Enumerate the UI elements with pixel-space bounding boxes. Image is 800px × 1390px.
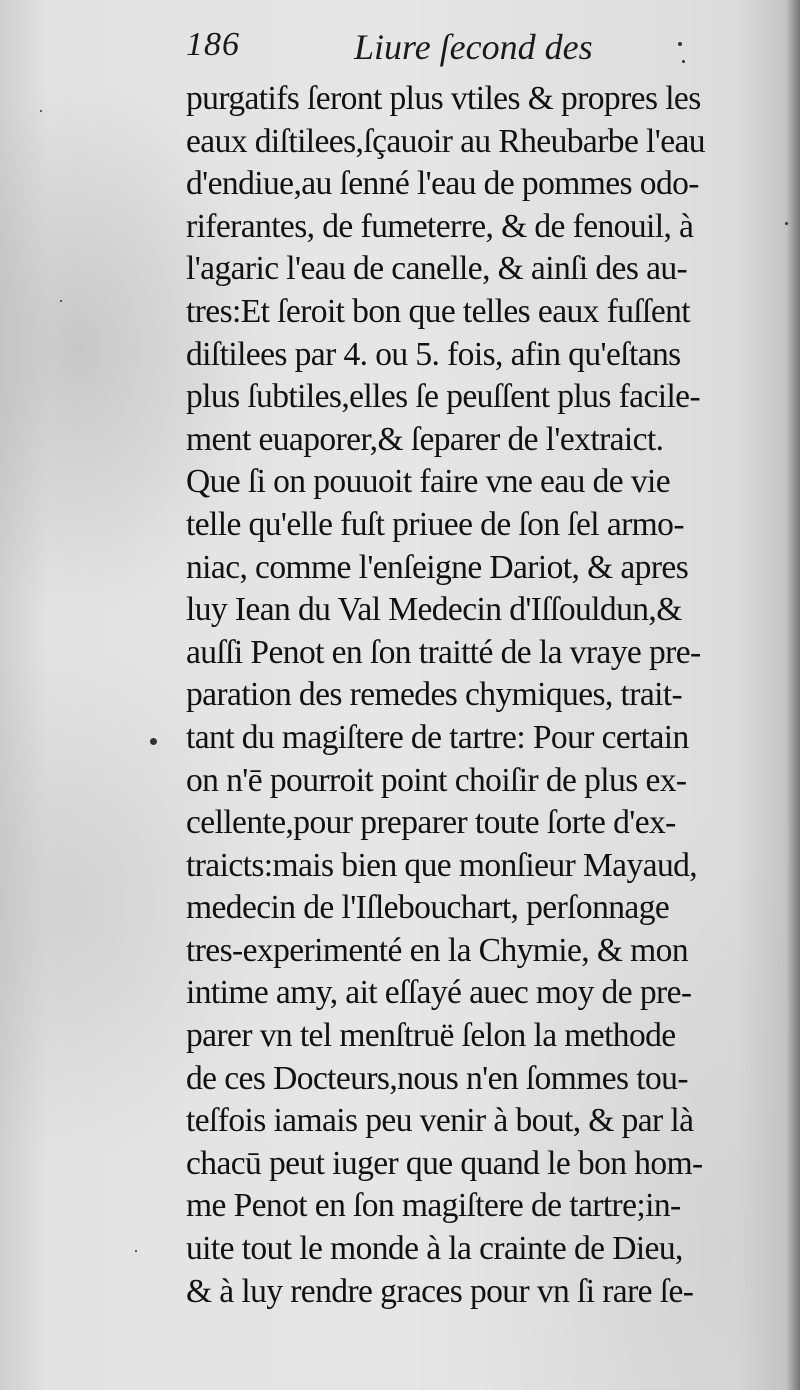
- ink-speck: [60, 300, 62, 302]
- text-line: on n'ē pourroit point choiſir de plus ex-: [186, 761, 687, 799]
- text-line: tres-experimenté en la Chymie, & mon: [186, 931, 689, 969]
- ink-speck: [150, 738, 157, 745]
- text-line: plus ſubtiles,elles ſe peuſſent plus facile-: [186, 378, 701, 416]
- text-line: chacū peut iuger que quand le bon hom-: [186, 1144, 703, 1182]
- page-edge-shadow: [786, 0, 800, 1390]
- text-line: cellente,pour preparer toute ſorte d'ex-: [186, 804, 676, 842]
- text-line: traicts:mais bien que monſieur Mayaud,: [186, 846, 698, 884]
- text-line: riferantes, de fumeterre, & de fenouil, à: [186, 207, 694, 245]
- text-line: tres:Et ſeroit bon que telles eaux fuſſent: [186, 292, 691, 330]
- ink-speck: [785, 222, 788, 225]
- text-line: uite tout le monde à la crainte de Dieu,: [186, 1230, 683, 1268]
- body-text: [186, 78, 766, 1313]
- text-line: medecin de l'Iſlebouchart, perſonnage: [186, 889, 670, 927]
- text-line: d'endiue,au ſenné l'eau de pommes odo-: [186, 165, 699, 203]
- text-line: me Penot en ſon magiſtere de tartre;in-: [186, 1187, 681, 1225]
- text-line: parer vn tel menſtruë ſelon la methode: [186, 1017, 676, 1055]
- text-line: l'agaric l'eau de canelle, & ainſi des au-: [186, 250, 688, 288]
- text-line: eaux diſtilees,ſçauoir au Rheubarbe l'eau: [186, 122, 705, 160]
- ink-speck: [135, 1250, 137, 1252]
- text-line: ment euaporer,& ſeparer de l'extraict.: [186, 420, 664, 458]
- text-line: auſſi Penot en ſon traitté de la vraye pre-: [186, 633, 701, 671]
- running-title: Liure ſecond des: [354, 27, 593, 67]
- text-line: paration des remedes chymiques, trait-: [186, 676, 683, 714]
- page-number: 186: [186, 26, 240, 63]
- text-line: Que ſi on pouuoit faire vne eau de vie: [186, 463, 671, 501]
- text-line: purgatifs ſeront plus vtiles & propres les: [186, 80, 701, 117]
- ink-speck: [40, 110, 42, 112]
- text-line: luy Iean du Val Medecin d'Iſſouldun,&: [186, 591, 682, 629]
- text-line: telle qu'elle fuſt priuee de ſon ſel armo-: [186, 505, 684, 543]
- text-line: diſtilees par 4. ou 5. fois, afin qu'eſtans: [186, 335, 681, 373]
- text-line: niac, comme l'enſeigne Dariot, & apres: [186, 548, 689, 586]
- text-line: de ces Docteurs,nous n'en ſommes tou-: [186, 1059, 688, 1097]
- text-line: tant du magiſtere de tartre: Pour certain: [186, 718, 689, 756]
- page-header: [186, 18, 746, 76]
- text-line: & à luy rendre graces pour vn ſi rare ſe-: [186, 1272, 694, 1310]
- text-line: teſfois iamais peu venir à bout, & par là: [186, 1102, 694, 1140]
- text-line: intime amy, ait eſſayé auec moy de pre-: [186, 974, 692, 1012]
